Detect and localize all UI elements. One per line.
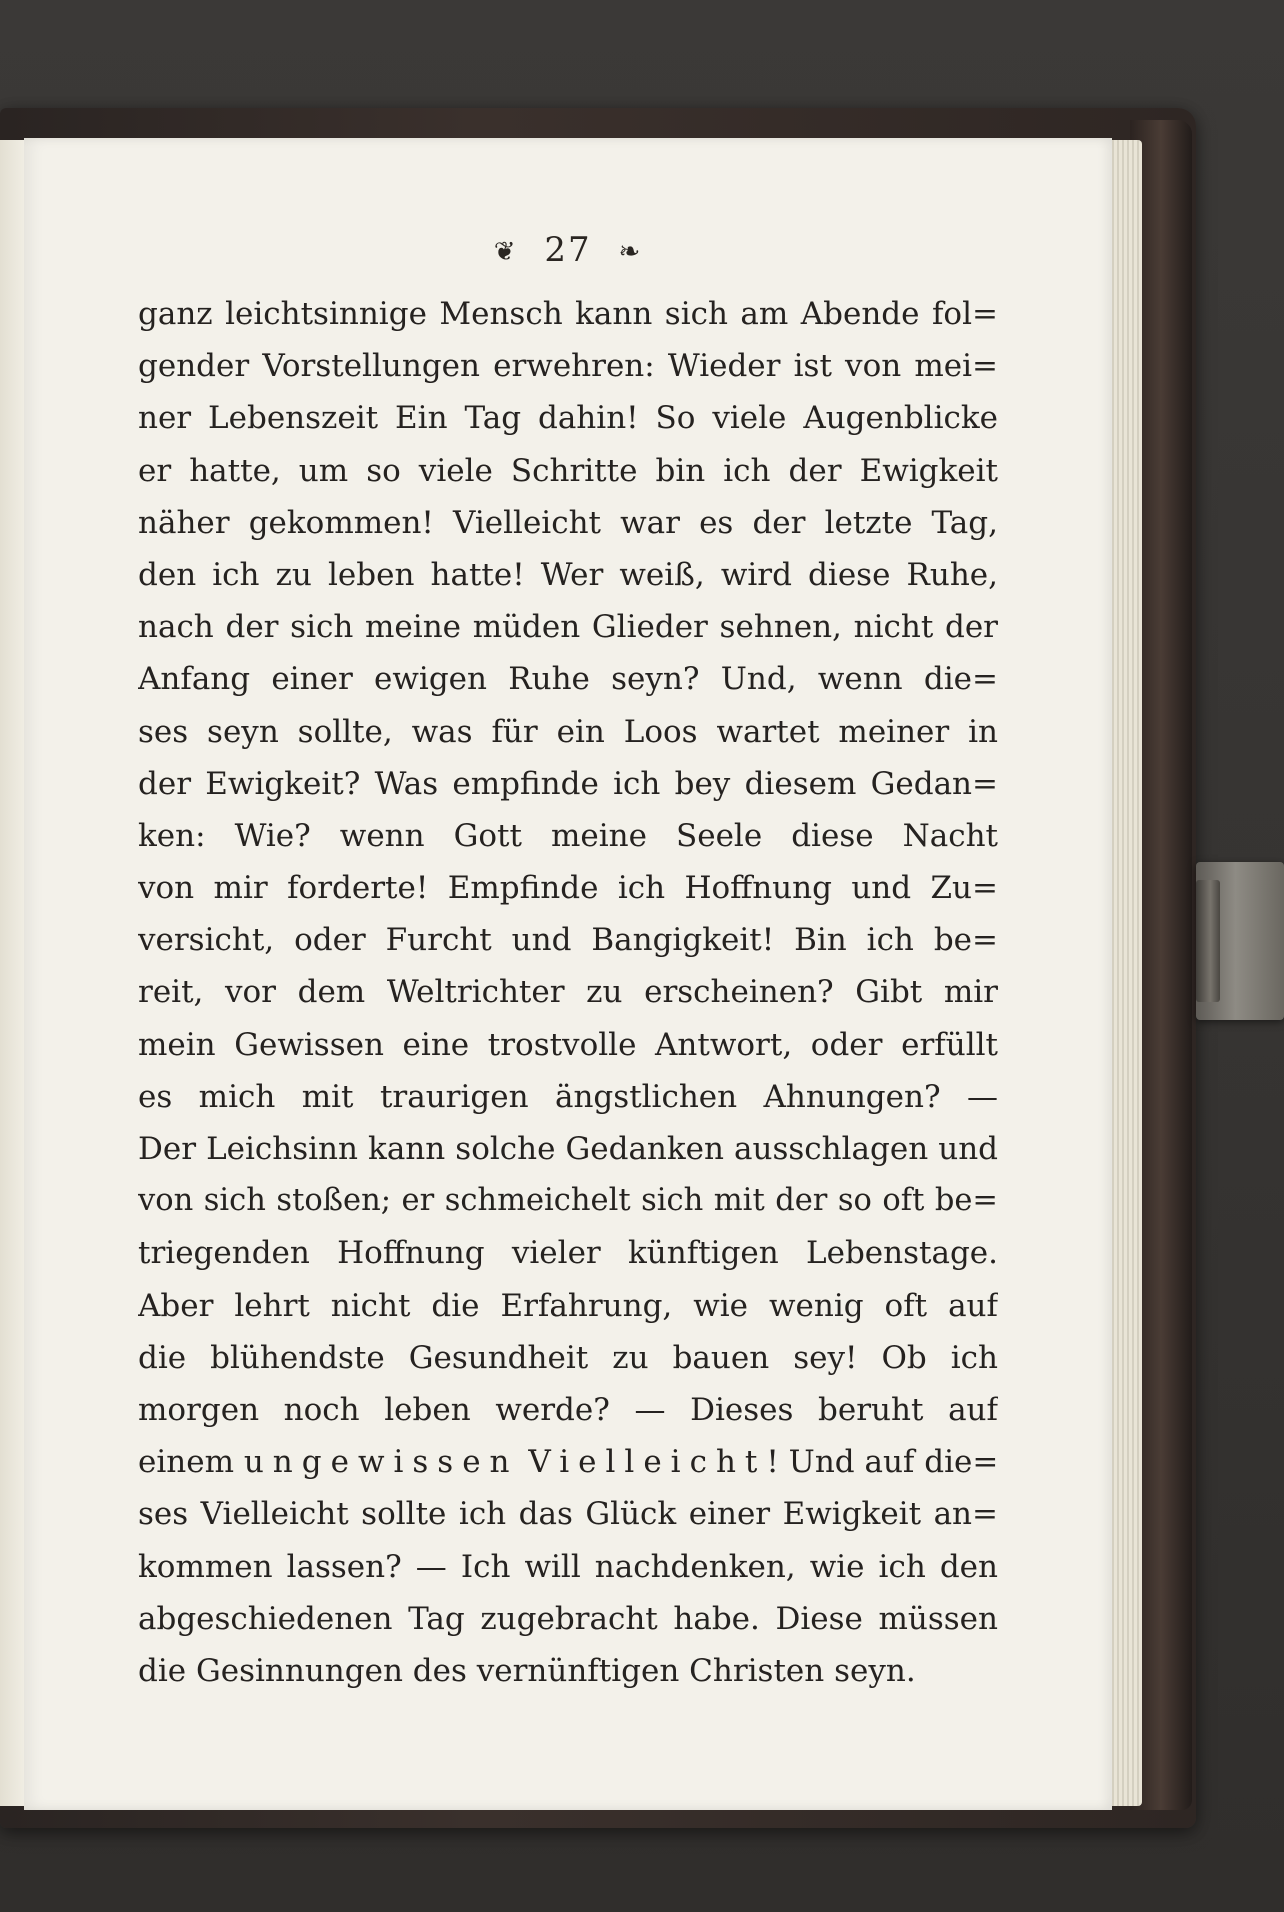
- text-line: morgen noch leben werde? — Dieses beruht auf: [138, 1391, 998, 1428]
- text-line: von sich stoßen; er schmeichelt sich mit der so oft be=: [138, 1183, 998, 1219]
- text-line: reit, vor dem Weltrichter zu erscheinen? Gibt mir: [138, 974, 998, 1011]
- text-line: versicht, oder Furcht und Bangigkeit! Bin ich be=: [138, 922, 998, 959]
- text-line: näher gekommen! Vielleicht war es der letzte Tag,: [138, 504, 998, 541]
- text-line: ses seyn sollte, was für ein Loos wartet meiner in: [138, 713, 998, 750]
- text-line: nach der sich meine müden Glieder sehnen, nicht der: [138, 609, 998, 646]
- text-line: der Ewigkeit? Was empfinde ich bey diesem Gedan=: [138, 765, 998, 802]
- page-header: [24, 230, 1112, 270]
- body-text: [138, 288, 998, 1697]
- text-line: Anfang einer ewigen Ruhe seyn? Und, wenn die=: [138, 661, 998, 698]
- text-line-emphasis: [138, 1436, 998, 1488]
- text-line: die blühendste Gesundheit zu bauen sey! Ob ich: [138, 1339, 998, 1376]
- text-line: die Gesinnungen des vernünftigen Christen seyn.: [138, 1652, 916, 1689]
- text-line: ganz leichtsinnige Mensch kann sich am Abende fol=: [138, 296, 998, 332]
- text-line: mein Gewissen eine trostvolle Antwort, oder erfüllt: [138, 1026, 998, 1063]
- text-line: Aber lehrt nicht die Erfahrung, wie wenig oft auf: [138, 1287, 998, 1324]
- text-line: er hatte, um so viele Schritte bin ich der Ewigkeit: [138, 452, 998, 489]
- text-line: den ich zu leben hatte! Wer weiß, wird diese Ruhe,: [138, 556, 998, 593]
- book-page: [24, 138, 1112, 1810]
- text-line: abgeschiedenen Tag zugebracht habe. Diese müssen: [138, 1600, 998, 1637]
- facing-page-edge: [0, 140, 24, 1806]
- spaced-word: Vielleicht: [528, 1444, 767, 1481]
- text-line: ken: Wie? wenn Gott meine Seele diese Nacht: [138, 817, 998, 854]
- line-segment: [519, 1444, 529, 1480]
- ornament-left-icon: ❦: [493, 237, 518, 267]
- text-line: es mich mit traurigen ängstlichen Ahnungen? —: [138, 1078, 998, 1115]
- text-line: von mir forderte! Empfinde ich Hoffnung und Zu=: [138, 870, 998, 907]
- line-segment: ! Und auf die=: [766, 1444, 998, 1481]
- text-line: ses Vielleicht sollte ich das Glück einer Ewigkeit an=: [138, 1496, 998, 1533]
- line-segment: einem: [138, 1444, 244, 1481]
- text-line: gender Vorstellungen erwehren: Wieder ist von mei=: [138, 348, 998, 385]
- text-line: kommen lassen? — Ich will nachdenken, wie ich den: [138, 1548, 998, 1585]
- text-line: triegenden Hoffnung vieler künftigen Lebenstage.: [138, 1235, 998, 1272]
- clasp-hinge: [1196, 880, 1220, 1002]
- ornament-right-icon: ❧: [618, 237, 643, 267]
- text-line: Der Leichsinn kann solche Gedanken ausschlagen und: [138, 1131, 998, 1167]
- page-number: 27: [544, 230, 592, 270]
- spaced-word: ungewissen: [243, 1444, 519, 1481]
- text-line: ner Lebenszeit Ein Tag dahin! So viele Augenblicke: [138, 400, 998, 437]
